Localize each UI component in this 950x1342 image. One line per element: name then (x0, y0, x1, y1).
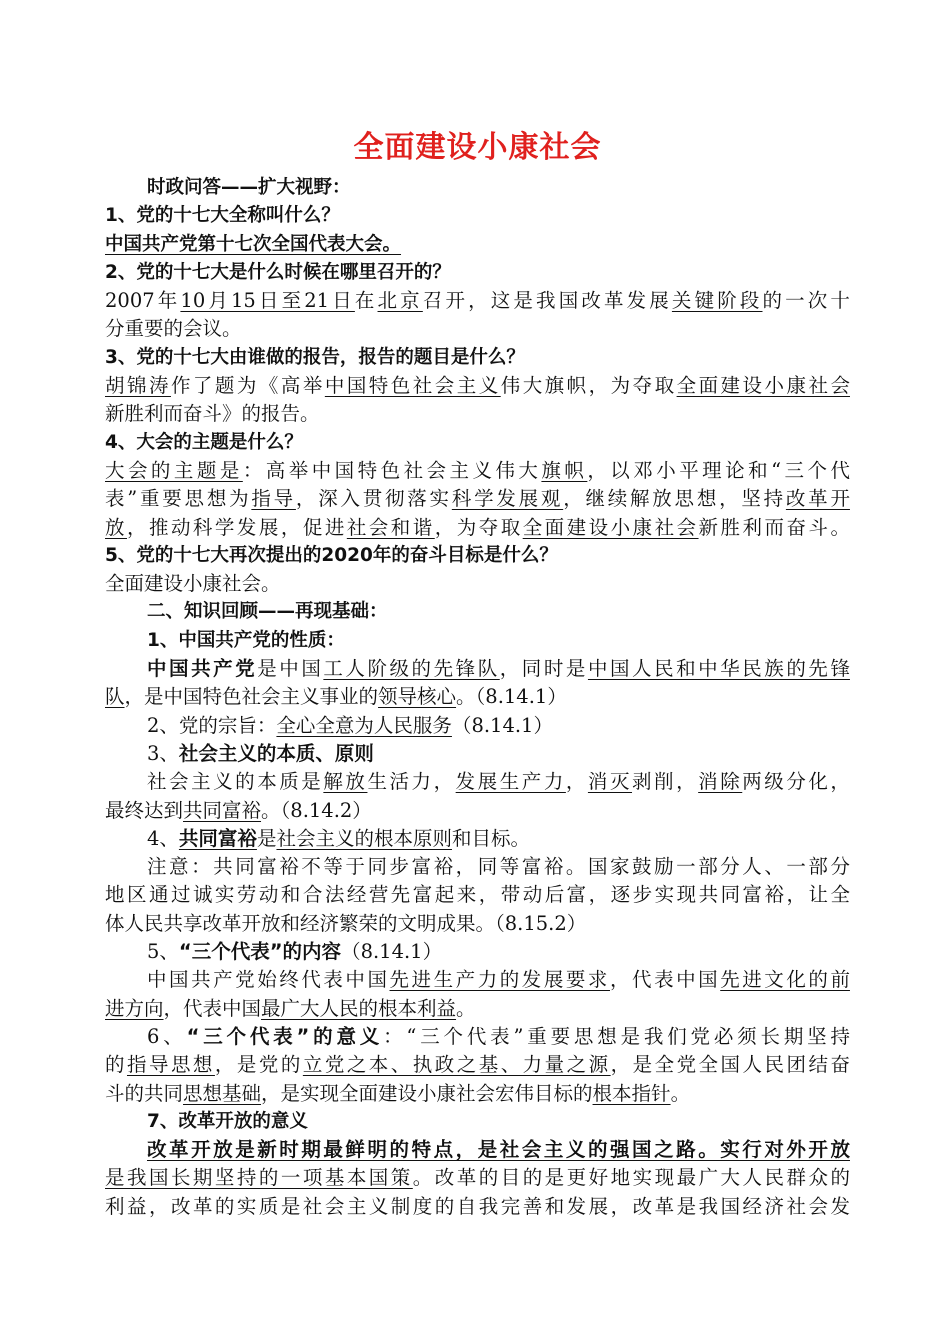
text-line: 2007年10月15日至21日在北京召开，这是我国改革发展关键阶段的一次十 (105, 289, 850, 313)
document-body (105, 174, 850, 1221)
text-line: 利益，改革的实质是社会主义制度的自我完善和发展，改革是我国经济社会发 (105, 1194, 850, 1218)
text-line: 6、“三个代表”的意义：“三个代表”重要思想是我们党必须长期坚持 (147, 1024, 850, 1048)
text-line: 表”重要思想为指导，深入贯彻落实科学发展观，继续解放思想，坚持改革开 (105, 487, 850, 511)
text-line: 5、党的十七大再次提出的2020年的奋斗目标是什么？ (105, 544, 558, 566)
text-line: 体人民共享改革开放和经济繁荣的文明成果。（8.15.2） (105, 911, 587, 935)
text-line: 7、改革开放的意义 (147, 1110, 308, 1132)
text-line: 是我国长期坚持的一项基本国策。改革的目的是更好地实现最广大人民群众的 (105, 1166, 850, 1190)
text-line: 2、党的宗旨：全心全意为人民服务（8.14.1） (147, 713, 553, 737)
text-line: 社会主义的本质是解放生活力，发展生产力，消灭剥削，消除两级分化， (147, 770, 850, 794)
text-line: 地区通过诚实劳动和合法经营先富起来，带动后富，逐步实现共同富裕，让全 (105, 883, 850, 907)
text-line: 进方向，代表中国最广大人民的根本利益。 (105, 996, 476, 1020)
text-line: 注意：共同富裕不等于同步富裕，同等富裕。国家鼓励一部分人、一部分 (147, 855, 850, 879)
text-line: 最终达到共同富裕。（8.14.2） (105, 798, 372, 822)
text-line: 斗的共同思想基础，是实现全面建设小康社会宏伟目标的根本指针。 (105, 1081, 691, 1105)
text-line: 中国共产党始终代表中国先进生产力的发展要求，代表中国先进文化的前 (147, 968, 850, 992)
text-line: 大会的主题是：高举中国特色社会主义伟大旗帜，以邓小平理论和“三个代 (105, 458, 850, 482)
text-line: 新胜利而奋斗》的报告。 (105, 402, 320, 426)
document-title: 全面建设小康社会 (353, 130, 602, 165)
text-line: 3、党的十七大由谁做的报告，报告的题目是什么？ (105, 346, 525, 368)
text-line: 胡锦涛作了题为《高举中国特色社会主义伟大旗帜，为夺取全面建设小康社会 (105, 374, 850, 398)
text-line: 中国共产党是中国工人阶级的先锋队，同时是中国人民和中华民族的先锋 (147, 657, 850, 681)
text-line: 1、党的十七大全称叫什么？ (105, 205, 340, 227)
text-line: 二、知识回顾——再现基础： (147, 601, 388, 623)
text-line: 队，是中国特色社会主义事业的领导核心。（8.14.1） (105, 685, 567, 709)
text-line: 5、“三个代表”的内容（8.14.1） (147, 940, 443, 964)
text-line: 放，推动科学发展，促进社会和谐，为夺取全面建设小康社会新胜利而奋斗。 (105, 515, 850, 539)
text-line: 时政问答——扩大视野： (147, 177, 351, 198)
text-line: 全面建设小康社会。 (105, 572, 281, 596)
text-line: 1、中国共产党的性质： (147, 629, 345, 651)
text-line: 改革开放是新时期最鲜明的特点，是社会主义的强国之路。实行对外开放 (147, 1138, 850, 1162)
text-line: 4、大会的主题是什么？ (105, 431, 303, 453)
text-line: 3、社会主义的本质、原则 (147, 741, 374, 765)
text-line: 的指导思想，是党的立党之本、执政之基、力量之源，是全党全国人民团结奋 (105, 1053, 850, 1077)
text-line: 4、共同富裕是社会主义的根本原则和目标。 (147, 826, 530, 850)
text-line: 分重要的会议。 (105, 317, 242, 341)
text-line: 中国共产党第十七次全国代表大会。 (105, 233, 402, 255)
text-line: 2、党的十七大是什么时候在哪里召开的？ (105, 261, 451, 283)
